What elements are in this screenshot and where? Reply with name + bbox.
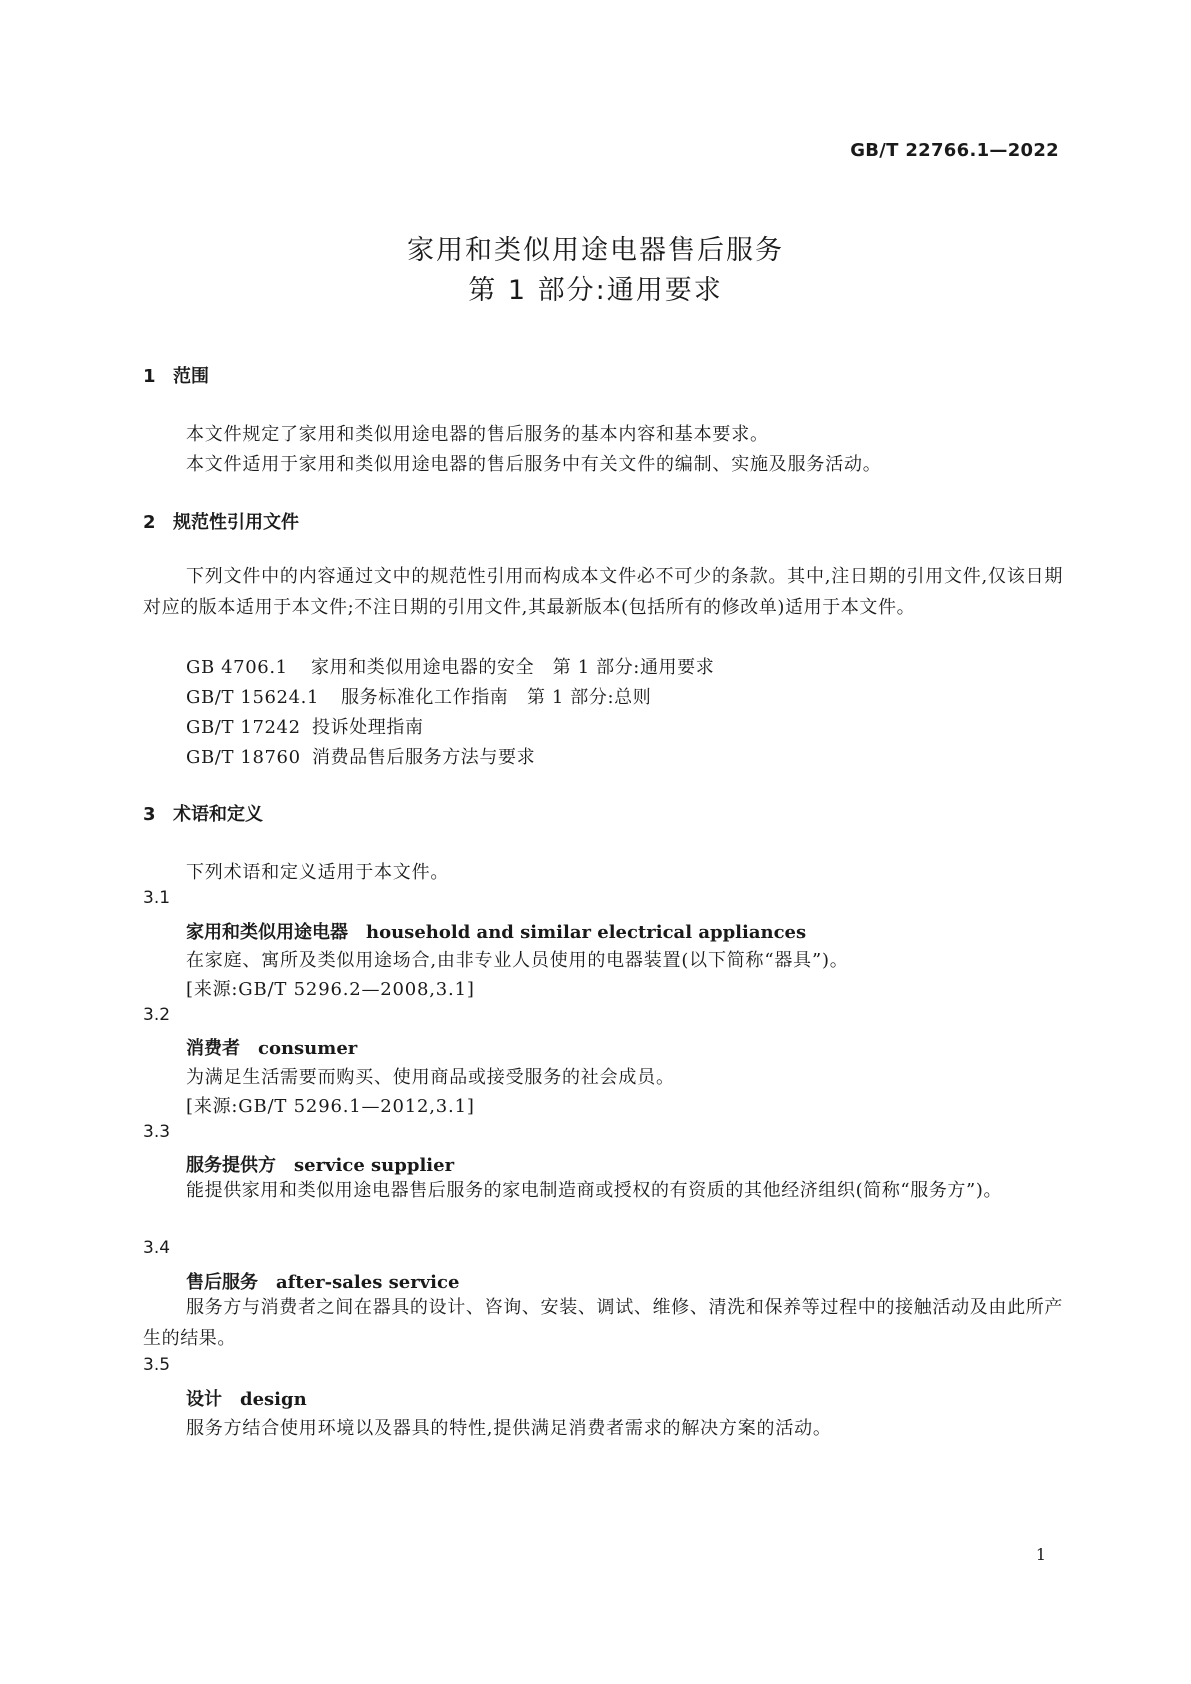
- term-entry: [186, 1385, 307, 1411]
- section-heading-normative-references: [143, 508, 299, 534]
- term-entry: [186, 1268, 459, 1294]
- section-title: 规范性引用文件: [173, 512, 299, 533]
- reference-code: GB 4706.1: [186, 657, 288, 678]
- reference-item: [186, 653, 714, 679]
- term-definition: 服务方与消费者之间在器具的设计、咨询、安装、调试、维修、清洗和保养等过程中的接触活动及由此所产生的结果。: [143, 1297, 1063, 1349]
- reference-item: [186, 743, 535, 769]
- term-source: [来源:GB/T 5296.2—2008,3.1]: [186, 979, 475, 1000]
- clause-number: 3.3: [143, 1122, 171, 1142]
- clause-number: 3.4: [143, 1238, 171, 1258]
- clause-number: 3.2: [143, 1005, 171, 1025]
- term-en: consumer: [258, 1038, 358, 1059]
- paragraph: 下列文件中的内容通过文中的规范性引用而构成本文件必不可少的条款。其中,注日期的引用文件,仅该日期对应的版本适用于本文件;不注日期的引用文件,其最新版本(包括所有的修改单)适用于本文件。: [143, 566, 1063, 618]
- section-number: 1: [143, 366, 156, 387]
- term-definition: 服务方结合使用环境以及器具的特性,提供满足消费者需求的解决方案的活动。: [186, 1418, 832, 1439]
- term-zh: 售后服务: [186, 1272, 258, 1293]
- term-zh: 消费者: [186, 1038, 240, 1059]
- term-source: [来源:GB/T 5296.1—2012,3.1]: [186, 1096, 475, 1117]
- reference-title: 消费品售后服务方法与要求: [312, 747, 536, 768]
- document-subtitle: 第 1 部分:通用要求: [468, 275, 723, 306]
- document-number: GB/T 22766.1—2022: [850, 140, 1059, 161]
- reference-item: [186, 713, 424, 739]
- section-number: 3: [143, 804, 156, 825]
- reference-title: 投诉处理指南: [312, 717, 424, 738]
- reference-code: GB/T 17242: [186, 717, 301, 738]
- section-title: 范围: [173, 366, 209, 387]
- term-zh: 家用和类似用途电器: [186, 922, 348, 943]
- term-definition: 为满足生活需要而购买、使用商品或接受服务的社会成员。: [186, 1067, 675, 1088]
- section-heading-scope: [143, 362, 209, 388]
- reference-item: [186, 683, 651, 709]
- reference-code: GB/T 15624.1: [186, 687, 320, 708]
- term-entry: [186, 1034, 357, 1060]
- paragraph: 本文件适用于家用和类似用途电器的售后服务中有关文件的编制、实施及服务活动。: [186, 454, 882, 475]
- term-definition: 在家庭、寓所及类似用途场合,由非专业人员使用的电器装置(以下简称“器具”)。: [186, 950, 849, 971]
- page-number: 1: [1035, 1545, 1046, 1564]
- term-zh: 服务提供方: [186, 1155, 276, 1176]
- reference-code: GB/T 18760: [186, 747, 301, 768]
- term-en: design: [240, 1389, 307, 1410]
- document-title: 家用和类似用途电器售后服务: [407, 235, 784, 266]
- reference-title: 服务标准化工作指南 第 1 部分:总则: [341, 687, 652, 708]
- reference-title: 家用和类似用途电器的安全 第 1 部分:通用要求: [311, 657, 715, 678]
- term-en: after-sales service: [276, 1272, 460, 1293]
- term-zh: 设计: [186, 1389, 222, 1410]
- paragraph: 下列术语和定义适用于本文件。: [186, 862, 450, 883]
- term-entry: [186, 918, 806, 944]
- section-heading-terms: [143, 800, 263, 826]
- paragraph: 本文件规定了家用和类似用途电器的售后服务的基本内容和基本要求。: [186, 424, 769, 445]
- clause-number: 3.1: [143, 888, 171, 908]
- term-en: service supplier: [294, 1155, 455, 1176]
- term-definition: 能提供家用和类似用途电器售后服务的家电制造商或授权的有资质的其他经济组织(简称“服务方”)。: [186, 1180, 1003, 1201]
- clause-number: 3.5: [143, 1355, 171, 1375]
- term-en: household and similar electrical appliances: [366, 922, 807, 943]
- section-number: 2: [143, 512, 156, 533]
- section-title: 术语和定义: [173, 804, 263, 825]
- term-entry: [186, 1151, 454, 1177]
